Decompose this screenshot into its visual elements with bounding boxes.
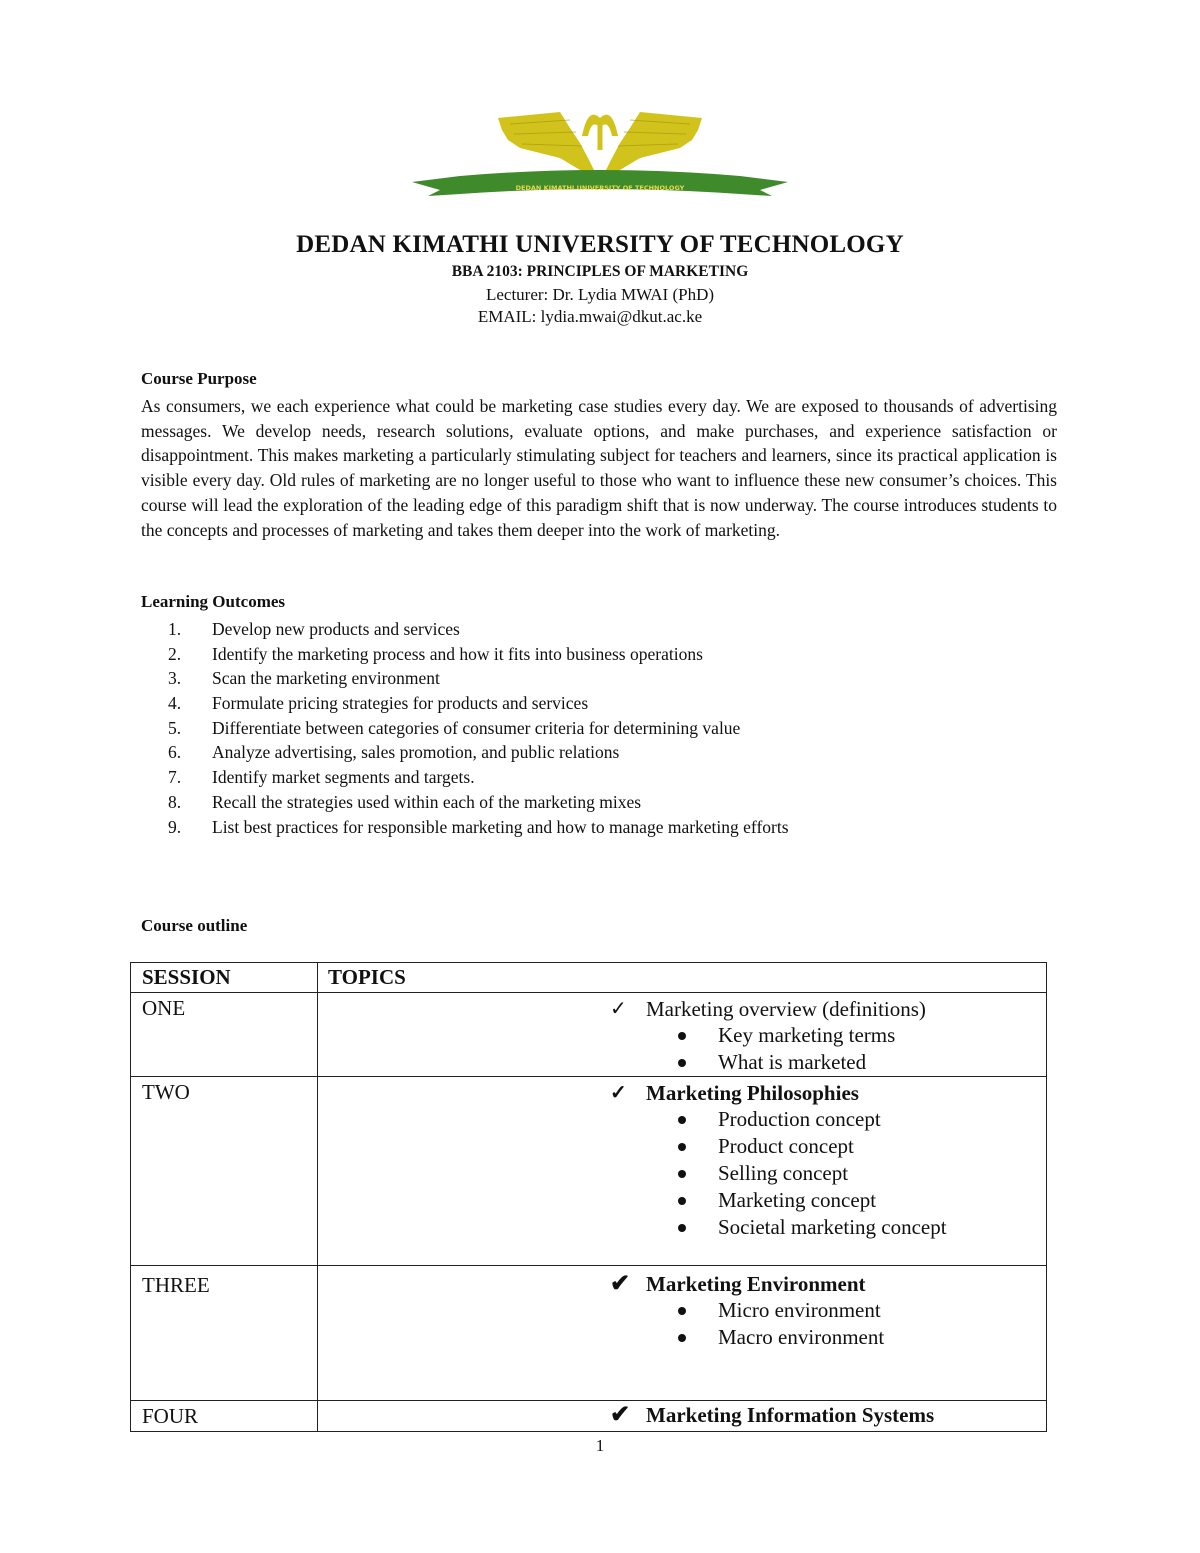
- sub-topic: Societal marketing concept: [718, 1215, 947, 1239]
- check-icon: ✓: [610, 998, 627, 1020]
- topics-cell: [318, 993, 1047, 1077]
- table-row: [131, 1266, 1047, 1401]
- sub-topic: Product concept: [718, 1134, 854, 1158]
- sub-topic: Production concept: [718, 1107, 881, 1131]
- logo-banner: [412, 170, 788, 196]
- sub-topic: Selling concept: [718, 1161, 849, 1185]
- bullet-icon: [678, 1143, 686, 1151]
- main-topic: Marketing overview (definitions): [646, 997, 926, 1021]
- bullet-icon: [678, 1170, 686, 1178]
- sub-topic: Key marketing terms: [718, 1023, 896, 1047]
- page-number: 1: [595, 1436, 605, 1455]
- main-topic: Marketing Information Systems: [646, 1403, 935, 1427]
- bullet-icon: [678, 1197, 686, 1205]
- main-topic: Marketing Environment: [646, 1272, 866, 1296]
- bullet-icon: [678, 1224, 686, 1232]
- table-row: [131, 1401, 1047, 1432]
- bullet-icon: [678, 1032, 686, 1040]
- topics-header: TOPICS: [318, 963, 1047, 993]
- university-title: DEDAN KIMATHI UNIVERSITY OF TECHNOLOGY: [296, 231, 904, 258]
- sub-topic: Macro environment: [718, 1325, 885, 1349]
- sub-topic: What is marketed: [718, 1050, 867, 1074]
- course-purpose-heading: Course Purpose: [141, 369, 257, 388]
- email-line: EMAIL: lydia.mwai@dkut.ac.ke: [477, 307, 703, 326]
- table-header-row: [131, 963, 1047, 993]
- topics-cell: [318, 1401, 1047, 1432]
- session-cell: TWO: [131, 1077, 318, 1266]
- course-title: BBA 2103: PRINCIPLES OF MARKETING: [451, 263, 749, 280]
- sub-topic: Micro environment: [718, 1298, 881, 1322]
- bullet-icon: [678, 1116, 686, 1124]
- session-cell: FOUR: [131, 1401, 318, 1432]
- sub-topic: Marketing concept: [718, 1188, 877, 1212]
- course-outline-heading: Course outline: [141, 916, 248, 935]
- learning-outcomes-heading: Learning Outcomes: [141, 592, 286, 611]
- bullet-icon: [678, 1307, 686, 1315]
- check-icon: ✓: [610, 1082, 627, 1104]
- course-outline-table: [130, 962, 1047, 1432]
- table-row: [131, 1077, 1047, 1266]
- bullet-icon: [678, 1059, 686, 1067]
- session-cell: ONE: [131, 993, 318, 1077]
- check-icon: ✔: [610, 1402, 631, 1428]
- topics-cell: [318, 1266, 1047, 1401]
- bullet-icon: [678, 1334, 686, 1342]
- logo-right-wing: [606, 112, 702, 170]
- lecturer-line: Lecturer: Dr. Lydia MWAI (PhD): [485, 285, 715, 304]
- main-topic: Marketing Philosophies: [646, 1081, 859, 1105]
- university-logo: [410, 98, 790, 210]
- logo-banner-text: DEDAN KIMATHI UNIVERSITY OF TECHNOLOGY: [515, 184, 685, 192]
- check-icon: ✔: [610, 1271, 631, 1297]
- course-purpose-text: As consumers, we each experience what could be marketing case studies every day. We are exposed to thousands of advertising messages. We develop needs, research solutions, evaluate options, and make purchases, and experience satisfaction or disappointment. This makes marketing a particularly stimulating subject for teachers and learners, since its practical application is visible every day. Old rules of marketing are no longer useful to those who want to influence these new consumer’s choices. This course will lead the exploration of the leading edge of this paradigm shift that is now underway. The course introduces students to the concepts and processes of marketing and takes them deeper into the work of marketing.: [141, 396, 1057, 540]
- logo-left-wing: [498, 112, 594, 170]
- topics-cell: [318, 1077, 1047, 1266]
- session-header: SESSION: [131, 963, 318, 993]
- table-row: [131, 993, 1047, 1077]
- session-cell: THREE: [131, 1266, 318, 1401]
